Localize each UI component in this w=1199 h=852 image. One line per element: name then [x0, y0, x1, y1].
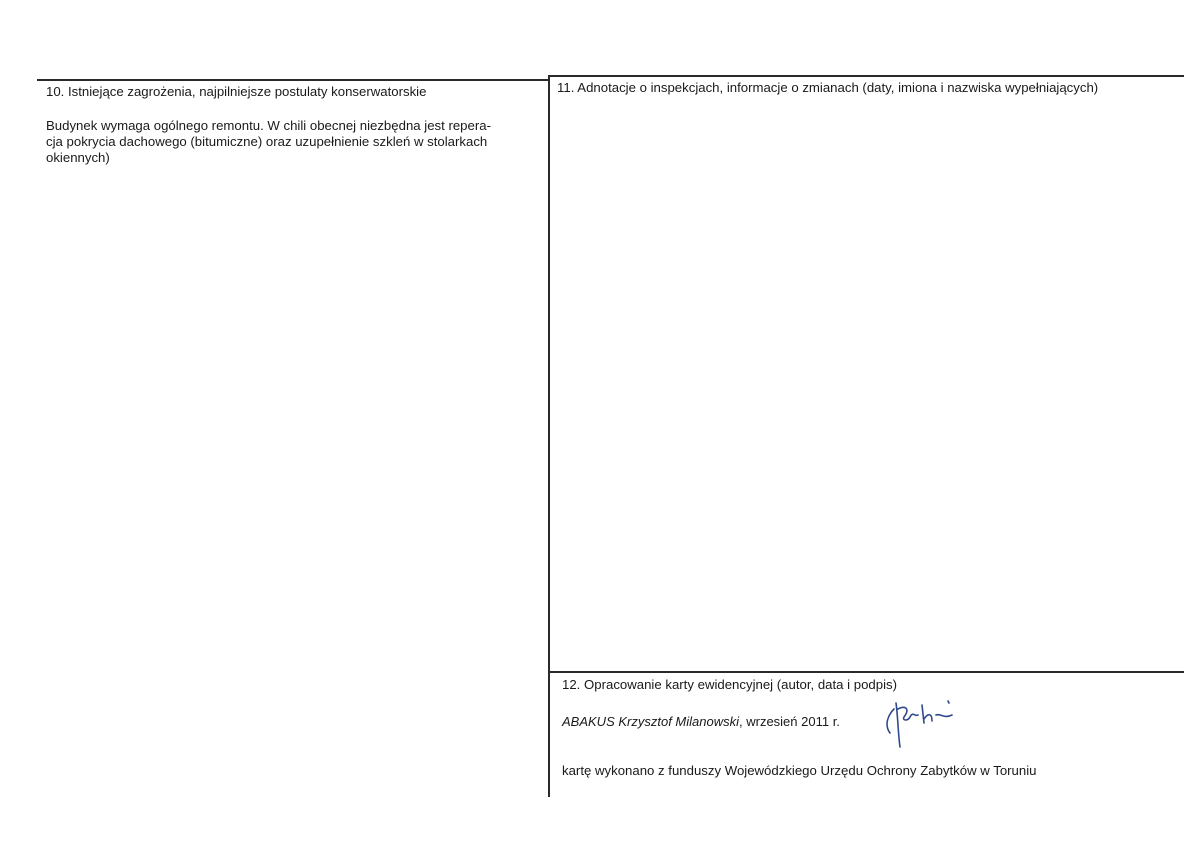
top-rule-right — [550, 75, 1184, 77]
section-12-divider — [550, 671, 1184, 673]
column-divider — [548, 75, 550, 797]
section-10-heading: 10. Istniejące zagrożenia, najpilniejsze postulaty konserwatorskie — [46, 84, 427, 99]
funding-note: kartę wykonano z funduszy Wojewódzkiego Urzędu Ochrony Zabytków w Toruniu — [562, 763, 1037, 778]
author-name: ABAKUS Krzysztof Milanowski — [562, 714, 739, 729]
section-10-line: okiennych) — [46, 150, 110, 165]
section-10-line: cja pokrycia dachowego (bitumiczne) oraz uzupełnienie szkleń w stolarkach — [46, 134, 488, 149]
author-line — [562, 714, 840, 730]
section-10-line: Budynek wymaga ogólnego remontu. W chili obecnej niezbędna jest repera- — [46, 118, 491, 133]
signature-icon — [880, 695, 960, 751]
section-11-heading: 11. Adnotacje o inspekcjach, informacje o zmianach (daty, imiona i nazwiska wypełniających) — [557, 80, 1099, 95]
section-10-body — [46, 118, 536, 166]
author-date: , wrzesień 2011 r. — [739, 714, 840, 729]
top-rule-left — [37, 79, 550, 81]
section-12-heading: 12. Opracowanie karty ewidencyjnej (autor, data i podpis) — [562, 677, 897, 692]
